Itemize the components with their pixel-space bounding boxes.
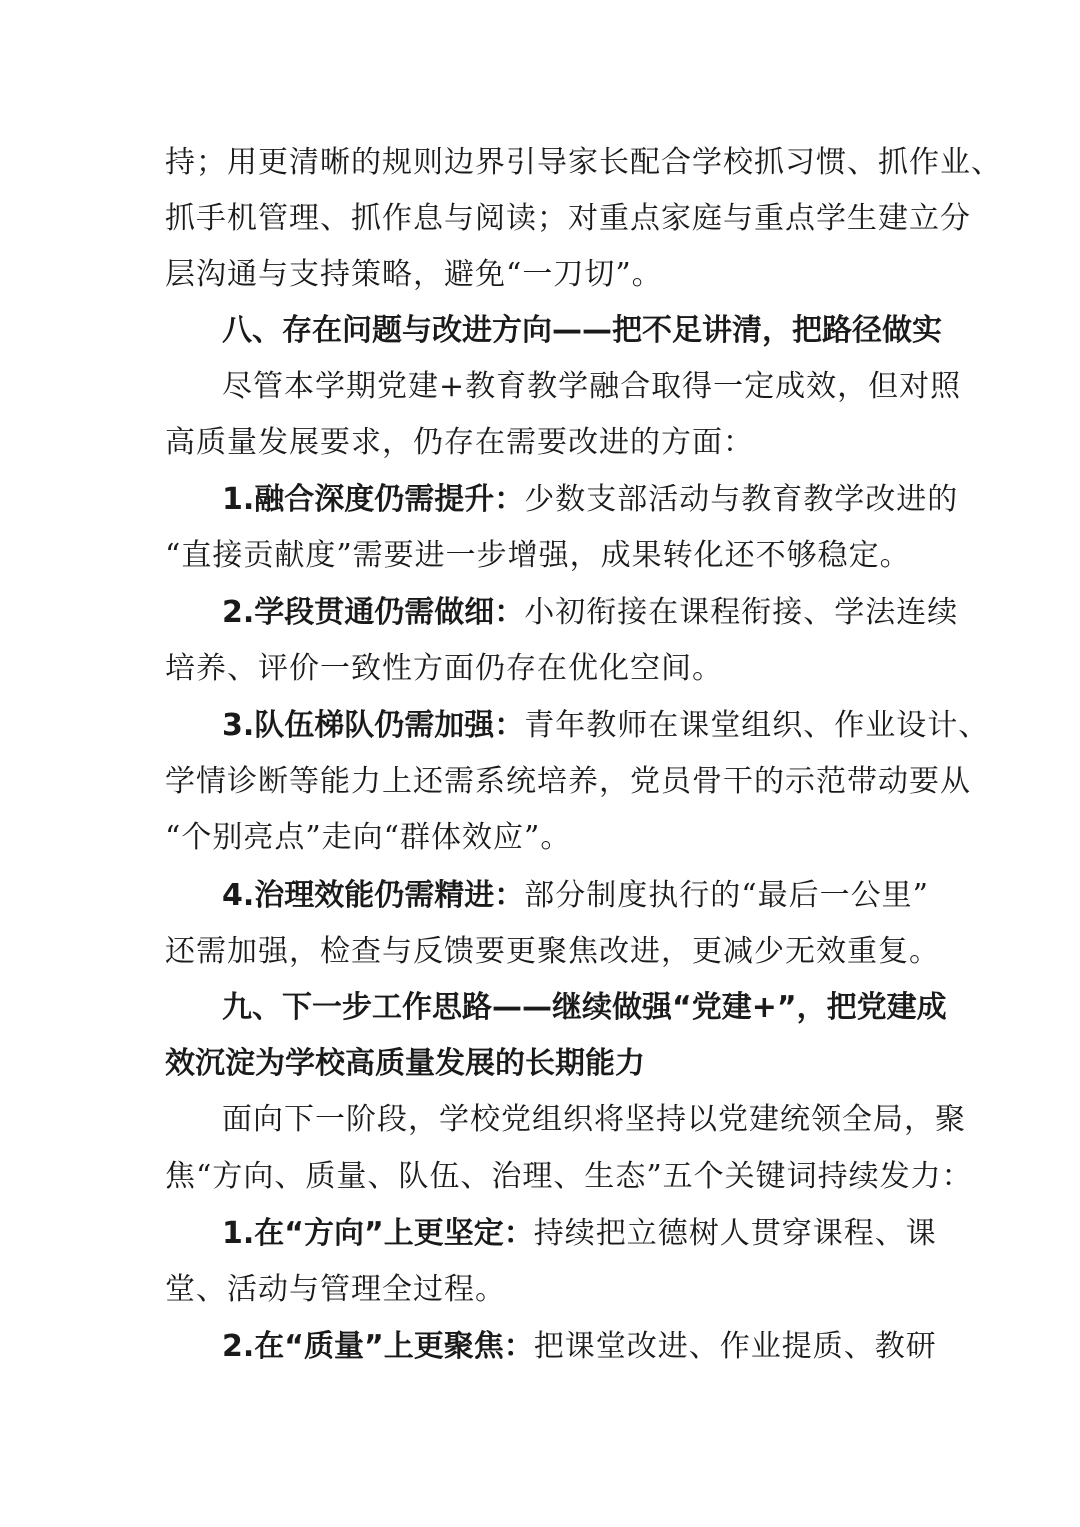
list-item-text: 少数支部活动与教育教学改进的 <box>524 482 959 517</box>
list-item-label: 2.在“质量”上更聚焦： <box>222 1329 534 1364</box>
list-item-text: 小初衔接在课程衔接、学法连续 <box>524 595 959 630</box>
paragraph-line: 还需加强，检查与反馈要更聚焦改进，更减少无效重复。 <box>165 934 940 969</box>
paragraph-line: 堂、活动与管理全过程。 <box>165 1272 506 1307</box>
paragraph-line: 焦“方向、质量、队伍、治理、生态”五个关键词持续发力： <box>165 1159 973 1194</box>
paragraph-line: 培养、评价一致性方面仍存在优化空间。 <box>165 651 723 686</box>
list-item-direction <box>222 1214 982 1254</box>
paragraph-line: 高质量发展要求，仍存在需要改进的方面： <box>165 425 754 460</box>
list-item-label: 1.融合深度仍需提升： <box>222 482 525 517</box>
paragraph-line: “直接贡献度”需要进一步增强，成果转化还不够稳定。 <box>165 538 911 573</box>
list-item-quality <box>222 1327 982 1367</box>
list-item-label: 3.队伍梯队仍需加强： <box>222 708 525 743</box>
list-item-1 <box>222 480 982 520</box>
section-heading-9: 九、下一步工作思路——继续做强“党建+”，把党建成 <box>222 990 947 1025</box>
paragraph-line: 抓手机管理、抓作息与阅读；对重点家庭与重点学生建立分 <box>165 201 971 236</box>
list-item-2 <box>222 593 982 633</box>
paragraph-line: 面向下一阶段，学校党组织将坚持以党建统领全局，聚 <box>222 1102 966 1137</box>
paragraph-line: 尽管本学期党建+教育教学融合取得一定成效，但对照 <box>222 369 962 404</box>
list-item-text: 青年教师在课堂组织、作业设计、 <box>524 708 990 743</box>
list-item-3 <box>222 706 990 746</box>
list-item-4 <box>222 876 982 916</box>
paragraph-line: “个别亮点”走向“群体效应”。 <box>165 820 572 855</box>
list-item-text: 持续把立德树人贯穿课程、课 <box>533 1216 937 1251</box>
paragraph-line: 层沟通与支持策略，避免“一刀切”。 <box>165 257 663 292</box>
paragraph-line: 学情诊断等能力上还需系统培养，党员骨干的示范带动要从 <box>165 764 971 799</box>
list-item-text: 把课堂改进、作业提质、教研 <box>533 1329 937 1364</box>
list-item-text: 部分制度执行的“最后一公里” <box>524 878 929 913</box>
list-item-label: 1.在“方向”上更坚定： <box>222 1216 534 1251</box>
paragraph-line: 持；用更清晰的规则边界引导家长配合学校抓习惯、抓作业、 <box>165 145 1002 180</box>
list-item-label: 4.治理效能仍需精进： <box>222 878 525 913</box>
section-heading-9-cont: 效沉淀为学校高质量发展的长期能力 <box>165 1046 645 1081</box>
list-item-label: 2.学段贯通仍需做细： <box>222 595 525 630</box>
section-heading-8: 八、存在问题与改进方向——把不足讲清，把路径做实 <box>222 313 942 348</box>
